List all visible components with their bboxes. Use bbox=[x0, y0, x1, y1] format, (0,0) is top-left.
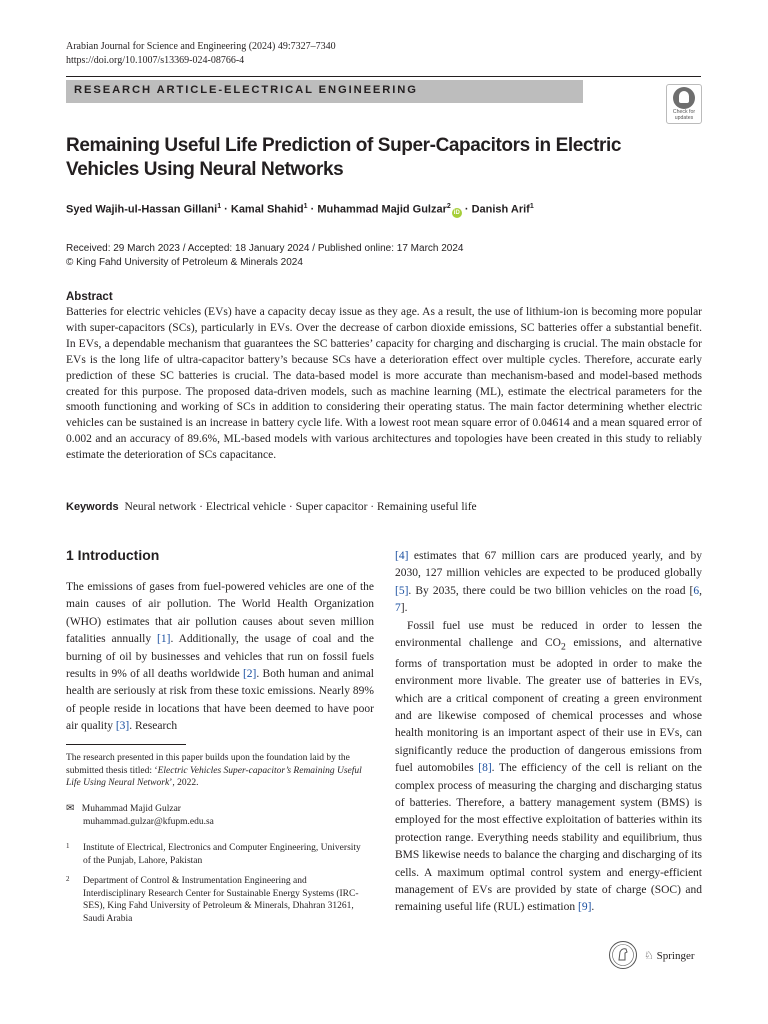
keywords-label: Keywords bbox=[66, 501, 119, 513]
text-run: . The efficiency of the cell is reliant on the complex process of measuring the charging and discharging status of batteries. Therefore, a battery management system (BMS) is employed for the most effective exploitation of batteries within its protection range. Everything needs stability and equilibrium, thus BMS likewise needs to balance the charging and discharging of its cells. A maximum optimal control system and energy-efficient management of EVs are provided by state of charge (SOC) and remaining useful life (RUL) estimation bbox=[395, 762, 702, 914]
corresponding-name: Muhammad Majid Gulzar bbox=[81, 804, 181, 814]
citation-link[interactable]: [9] bbox=[578, 901, 592, 914]
citation-link[interactable]: [3] bbox=[115, 720, 130, 733]
check-for-updates-badge[interactable] bbox=[666, 84, 702, 124]
abstract-body: Batteries for electric vehicles (EVs) have a capacity decay issue as they age. As a result, the use of lithium-ion is becoming more popular with super-capacitors (SCs), particularly in EVs. Over the decrease of carbon dioxide emissions, SC batteries offer a substantial benefit. In EVs, a dependable mechanism that guarantees the SC batteries’ capacity for charging and discharging is crucial. The main obstacle for EVs is the long life of ultra-capacitor battery’s because SCs have a deterioration effect over multiple cycles. Therefore, accurate early prediction of these SC batteries is crucial. The data-based model is more accurate than mechanism-based and model-based methods created for this purpose. The proposed data-driven models, such as machine learning (ML), estimate the electrical parameters for the smooth functioning and working of SCs in addition to considering their operating status. The main factor determining whether electric vehicles can be sustained is an increase in battery cycle life. With a lowest root mean square error of 0.04614 and a mean squared error of 0.002 and an accuracy of 89.6%, ML-based models with various architectures and topologies have been created in this study to reliably estimate the deterioration of SCs capacitance. bbox=[66, 306, 702, 462]
text-run: ]. bbox=[400, 602, 408, 615]
footnote-text: ’, 2022. bbox=[169, 778, 199, 789]
publisher-label: Springer bbox=[656, 949, 695, 962]
text-run: The emissions of gases from fuel-powered vehicles are one of the main causes of air pollution. The World Health Organization (WHO) estimates that air pollution causes about seven million fatalities annually bbox=[66, 581, 374, 646]
corresponding-email[interactable]: muhammad.gulzar@kfupm.edu.sa bbox=[83, 816, 214, 827]
intro-column-right bbox=[395, 548, 702, 917]
intro-paragraph bbox=[395, 618, 702, 917]
journal-citation: Arabian Journal for Science and Engineering (2024) 49:7327–7340 bbox=[66, 41, 336, 52]
article-category-bar bbox=[66, 80, 583, 103]
author-affiliation: 1 bbox=[217, 203, 222, 210]
orcid-icon[interactable]: iD bbox=[453, 209, 460, 216]
article-title: Remaining Useful Life Prediction of Super-Capacitors in Electric Vehicles Using Neural Networks bbox=[66, 135, 622, 180]
affiliation-number: 2 bbox=[66, 875, 70, 883]
envelope-icon: ✉ bbox=[66, 803, 75, 814]
text-run: estimates that 67 million cars are produced yearly, and by 2030, 127 million vehicles are expected to be produced globally bbox=[395, 550, 702, 580]
author-name[interactable]: Syed Wajih-ul-Hassan Gillani bbox=[66, 203, 218, 216]
intro-paragraph-left bbox=[66, 579, 374, 736]
affiliation-text: Department of Control & Instrumentation Engineering and Interdisciplinary Research Center for Sustainable Energy Systems (IRC-SES), King Fahd University of Petroleum & Minerals, Dhahran 31261, Saudi Arabia bbox=[83, 876, 359, 924]
publisher-footer bbox=[608, 940, 695, 970]
affiliation-number: 1 bbox=[66, 842, 70, 850]
author-affiliation: 2 bbox=[446, 203, 451, 210]
citation-link[interactable]: [2] bbox=[242, 668, 257, 681]
text-run: Fossil fuel use must be reduced in order to lessen the environmental challenge and CO bbox=[395, 619, 702, 650]
citation-link[interactable]: 7 bbox=[395, 602, 401, 615]
corresponding-author bbox=[66, 803, 214, 828]
author-affiliation: 1 bbox=[529, 203, 534, 210]
publisher-name: ♘ Springer bbox=[644, 949, 695, 962]
text-run: . Research bbox=[129, 720, 178, 733]
affiliation-item bbox=[66, 842, 366, 867]
citation-link[interactable]: [5] bbox=[395, 584, 409, 597]
affiliation-item bbox=[66, 875, 366, 925]
publication-dates: Received: 29 March 2023 / Accepted: 18 January 2024 / Published online: 17 March 2024 bbox=[66, 243, 464, 254]
text-run: . Both human and animal health are seriously at risk from these toxic emissions. Nearly 89% of people reside in locations that have been deemed to have poor air quality bbox=[66, 668, 374, 733]
author-list: Syed Wajih-ul-Hassan Gillani$^1$ · Kamal Shahid$^1$ · Muhammad Majid Gulzar$^2$iD · Danish Arif$^1$ bbox=[66, 203, 534, 216]
author-name[interactable]: Kamal Shahid bbox=[230, 203, 304, 216]
keywords-line bbox=[66, 501, 477, 513]
thesis-title: Electric Vehicles Super-capacitor’s Remaining Useful Life Using Neural Network bbox=[66, 765, 362, 789]
footnote-rule bbox=[66, 744, 186, 745]
thesis-footnote bbox=[66, 752, 374, 790]
text-run: emissions, and alternative forms of transportation must be adopted in order to make the environment more livable. The greater use of batteries in EVs, which are a critical component of creating a green environment and are likewise composed of chemical processes and whose health monitoring is an important aspect of their use in EVs, can significantly reduce the production of dangerous emissions from fuel automobiles bbox=[395, 637, 703, 775]
springer-horse-icon bbox=[608, 940, 638, 970]
text-run: . Additionally, the usage of coal and the burning of oil by businesses and vehicles that run on fossil fuels results in 9% of all deaths worldwide bbox=[66, 633, 374, 681]
subscript: 2 bbox=[560, 641, 566, 653]
citation-link[interactable]: 6 bbox=[693, 584, 700, 597]
citation-link[interactable]: [8] bbox=[478, 762, 492, 775]
check-updates-label: Check for updates bbox=[672, 109, 696, 121]
citation-link[interactable]: [4] bbox=[395, 550, 409, 562]
text-run: . bbox=[591, 901, 595, 914]
author-name[interactable]: Muhammad Majid Gulzar bbox=[317, 203, 447, 216]
author-affiliation: 1 bbox=[303, 203, 308, 210]
affiliation-text: Institute of Electrical, Electronics and Computer Engineering, University of the Punjab, Lahore, Pakistan bbox=[83, 843, 361, 866]
section-heading-introduction: 1 Introduction bbox=[66, 547, 160, 563]
text-run: , bbox=[699, 584, 702, 597]
doi-link[interactable]: https://doi.org/10.1007/s13369-024-08766-4 bbox=[66, 55, 245, 66]
header-rule bbox=[66, 76, 701, 77]
bookmark-icon bbox=[673, 87, 695, 109]
intro-paragraph-continued bbox=[395, 548, 702, 618]
abstract-heading: Abstract bbox=[66, 291, 113, 303]
keywords-list: Neural network · Electrical vehicle · Super capacitor · Remaining useful life bbox=[124, 501, 477, 513]
citation-link[interactable]: [1] bbox=[157, 633, 171, 646]
footnote-text: The research presented in this paper builds upon the foundation laid by the submitted thesis titled: ‘ bbox=[66, 753, 350, 776]
author-name[interactable]: Danish Arif bbox=[471, 203, 530, 216]
article-category: RESEARCH ARTICLE-ELECTRICAL ENGINEERING bbox=[74, 84, 418, 96]
text-run: . By 2035, there could be two billion vehicles on the road [ bbox=[408, 584, 694, 597]
copyright-notice: © King Fahd University of Petroleum & Minerals 2024 bbox=[66, 257, 303, 268]
